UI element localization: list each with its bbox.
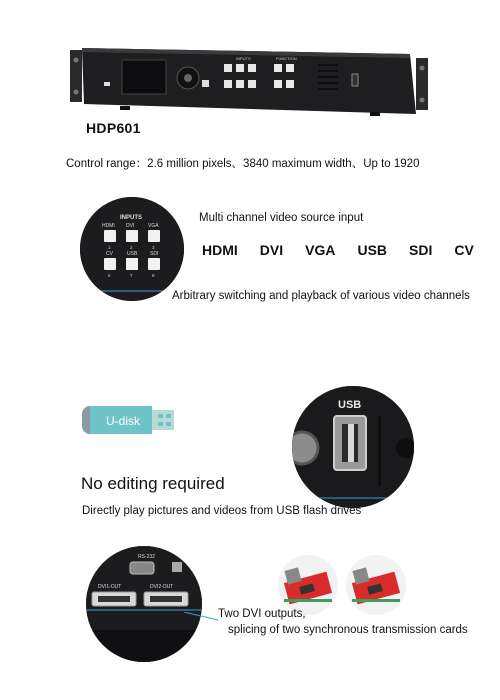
panel-function-label: FUNCTION [276,56,297,61]
inputs-closeup-image [80,197,184,301]
inputs-panel-graphic [80,197,184,301]
usb-stick-image [80,400,180,440]
control-range-text: Control range：2.6 million pixels、3840 maximum width、Up to 1920 [66,158,420,170]
input-num-1: 1 [108,245,111,250]
device-front-panel-image [70,44,428,124]
dvi-line-1: Two DVI outputs, [218,608,306,620]
dvi-line-2: splicing of two synchronous transmission cards [228,624,468,636]
usb-port-label: USB [338,399,362,411]
dvi2-label: DVI2-OUT [150,584,174,590]
input-label-dvi: DVI [126,223,135,229]
input-num-8: 8 [152,273,155,278]
usb-port-closeup-image [292,386,414,508]
input-label-cv: CV [106,251,113,257]
dvi-output-description [218,606,468,638]
input-num-2: 2 [130,245,133,250]
rs232-label: RS-232 [138,554,155,560]
input-num-7: 7 [130,273,133,278]
dvi-output-closeup-image [86,546,202,662]
dvi1-label: DVI1-OUT [98,584,122,590]
usb-stick-label: U-disk [106,414,141,428]
input-label-sdi: SDI [150,251,159,257]
input-num-3: 3 [152,245,155,250]
source-sdi: SDI [409,242,433,258]
source-cv: CV [454,242,474,258]
video-source-list [202,242,474,258]
model-name: HDP601 [86,120,141,136]
source-dvi: DVI [259,242,284,258]
input-label-hdmi: HDMI [102,223,115,229]
input-label-vga: VGA [148,223,159,229]
source-usb: USB [357,242,388,258]
usb-port-graphic [292,386,414,508]
inputs-panel-label: INPUTS [120,215,143,221]
no-editing-headline: No editing required [81,474,225,493]
input-num-6: 6 [108,273,111,278]
video-input-title: Multi channel video source input [199,212,364,224]
video-switch-subtitle: Arbitrary switching and playback of various video channels [172,290,470,302]
panel-inputs-label: INPUTS [236,56,251,61]
input-label-usb: USB [127,251,138,257]
source-hdmi: HDMI [202,242,238,258]
usb-playback-subtitle: Directly play pictures and videos from USB flash drives [82,505,362,517]
source-vga: VGA [305,242,336,258]
dvi-output-graphic [86,546,202,662]
